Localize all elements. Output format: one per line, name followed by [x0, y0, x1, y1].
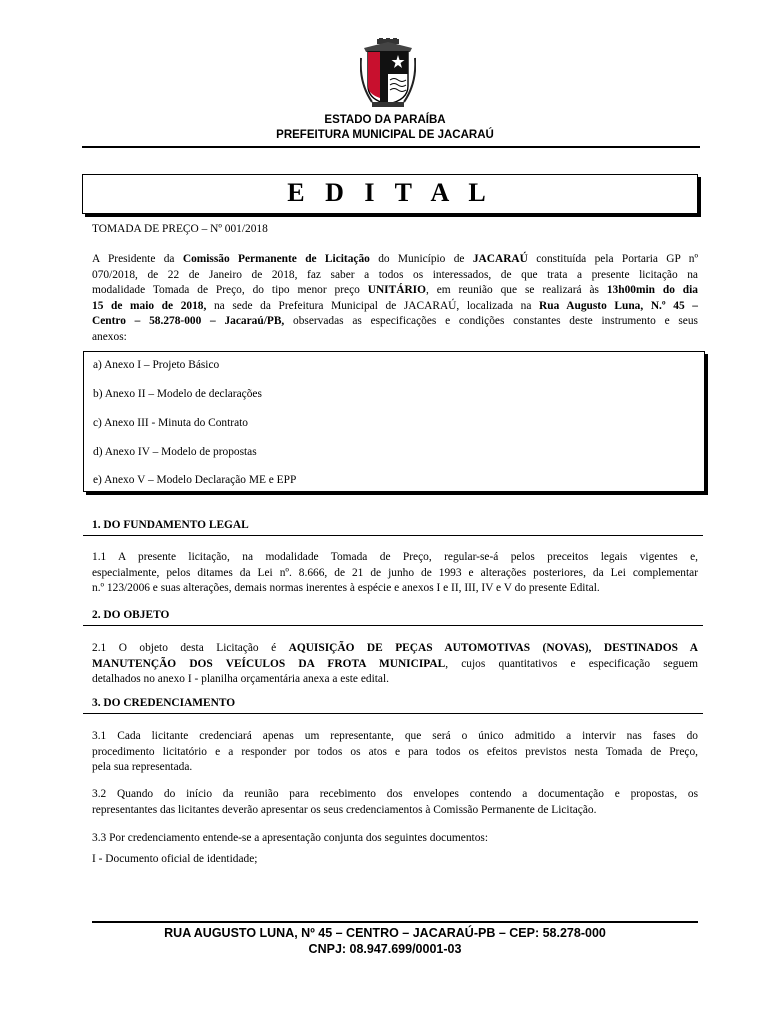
text-line: anexos: — [92, 330, 127, 343]
section-2-heading: 2. DO OBJETO — [92, 609, 170, 621]
section-2-text — [92, 641, 698, 688]
text-line: detalhados no anexo I - planilha orçamentária anexa a este edital. — [92, 673, 389, 685]
section-1-heading: 1. DO FUNDAMENTO LEGAL — [92, 519, 249, 531]
text-line: especialmente, pelos ditames da Lei nº. 8.666, de 21 de junho de 1993 e alterações posteriores, da Lei complementar — [92, 566, 698, 579]
section-3-heading: 3. DO CREDENCIAMENTO — [92, 697, 236, 709]
tender-number: TOMADA DE PREÇO – Nº 001/2018 — [92, 223, 268, 235]
text-line: Centro – 58.278-000 – Jacaraú/PB, observadas as especificações e condições constantes deste instrumento e seus — [92, 315, 698, 327]
bold-text: JACARAÚ — [472, 253, 528, 265]
bold-text: UNITÁRIO — [367, 284, 426, 296]
list-item: c) Anexo III - Minuta do Contrato — [93, 417, 249, 429]
intro-paragraph — [92, 252, 698, 345]
bold-text: Comissão Permanente de Licitação — [182, 253, 370, 265]
text-line: 3.1 Cada licitante credenciará apenas um representante, que será o único admitido a intervir nas fases do — [92, 730, 698, 742]
bold-text: Centro – 58.278-000 – Jacaraú/PB, — [92, 315, 285, 327]
bold-text: AQUISIÇÃO DE PEÇAS AUTOMOTIVAS (NOVAS), DESTINADOS A — [288, 642, 698, 654]
text-line: procedimento licitatório e a responder por todos os atos e para todos os efeitos previstos nesta Tomada de Preço, — [92, 745, 698, 758]
text-line: n.º 123/2006 e suas alterações, demais normas inerentes à espécie e anexos I e II, III, IV e V do presente Edital. — [92, 582, 600, 594]
section-3-p2 — [92, 787, 698, 818]
document-title: E D I T A L — [287, 178, 493, 207]
bold-text: Rua Augusto Luna, N.º 45 – — [539, 299, 698, 312]
footer-divider — [92, 921, 698, 923]
section-heading — [83, 697, 703, 714]
footer-cnpj: CNPJ: 08.947.699/0001-03 — [308, 942, 462, 956]
text-line: pela sua representada. — [92, 761, 193, 773]
text-line: modalidade Tomada de Preço, do tipo menor preço UNITÁRIO, em reunião que se realizará às 13h00min do dia — [92, 284, 698, 296]
text-line: 1.1 A presente licitação, na modalidade Tomada de Preço, regular-se-á pelos preceitos legais vigentes e, — [92, 551, 698, 563]
text-line: 2.1 O objeto desta Licitação é AQUISIÇÃO DE PEÇAS AUTOMOTIVAS (NOVAS), DESTINADOS A — [92, 642, 698, 654]
annex-list — [83, 351, 705, 492]
section-heading — [83, 519, 703, 536]
text-line: 3.2 Quando do início da reunião para recebimento dos envelopes contendo a documentação e propostas, os — [92, 788, 698, 800]
text-line: representantes das licitantes deverão apresentar os seus credenciamentos à Comissão Permanente de Licitação. — [92, 803, 597, 816]
text-line: 15 de maio de 2018, na sede da Prefeitura Municipal de JACARAÚ, localizada na Rua Augusto Luna, N.º 45 – — [92, 299, 698, 312]
list-item: a) Anexo I – Projeto Básico — [93, 359, 220, 371]
list-item: e) Anexo V – Modelo Declaração ME e EPP — [93, 474, 297, 486]
section-3-p3: 3.3 Por credenciamento entende-se a apresentação conjunta dos seguintes documentos: — [92, 832, 489, 844]
bold-text: 15 de maio de 2018, — [92, 299, 207, 312]
section-heading — [83, 609, 703, 626]
title-box — [82, 174, 698, 214]
section-3-p4: I - Documento oficial de identidade; — [92, 853, 258, 865]
text-line: 070/2018, de 22 de Janeiro de 2018, faz saber a todos os interessados, de que trata a presente licitação na — [92, 268, 698, 281]
state-name: ESTADO DA PARAÍBA — [324, 114, 446, 126]
bold-text: 13h00min do dia — [606, 284, 698, 296]
text-line: A Presidente da Comissão Permanente de Licitação do Município de JACARAÚ constituída pela Portaria GP nº — [92, 253, 698, 265]
section-3-p1 — [92, 729, 698, 776]
header-divider — [82, 146, 700, 148]
list-item: d) Anexo IV – Modelo de propostas — [93, 446, 257, 458]
text-line: MANUTENÇÃO DOS VEÍCULOS DA FROTA MUNICIPAL, cujos quantitativos e especificação seguem — [92, 657, 698, 670]
coat-of-arms-icon — [360, 38, 416, 108]
footer-address: RUA AUGUSTO LUNA, Nº 45 – CENTRO – JACARAÚ-PB – CEP: 58.278-000 — [164, 926, 606, 940]
section-1-text — [92, 550, 698, 597]
city-hall-name: PREFEITURA MUNICIPAL DE JACARAÚ — [276, 129, 494, 141]
bold-text: MANUTENÇÃO DOS VEÍCULOS DA FROTA MUNICIPAL — [92, 657, 446, 670]
list-item: b) Anexo II – Modelo de declarações — [93, 388, 262, 400]
